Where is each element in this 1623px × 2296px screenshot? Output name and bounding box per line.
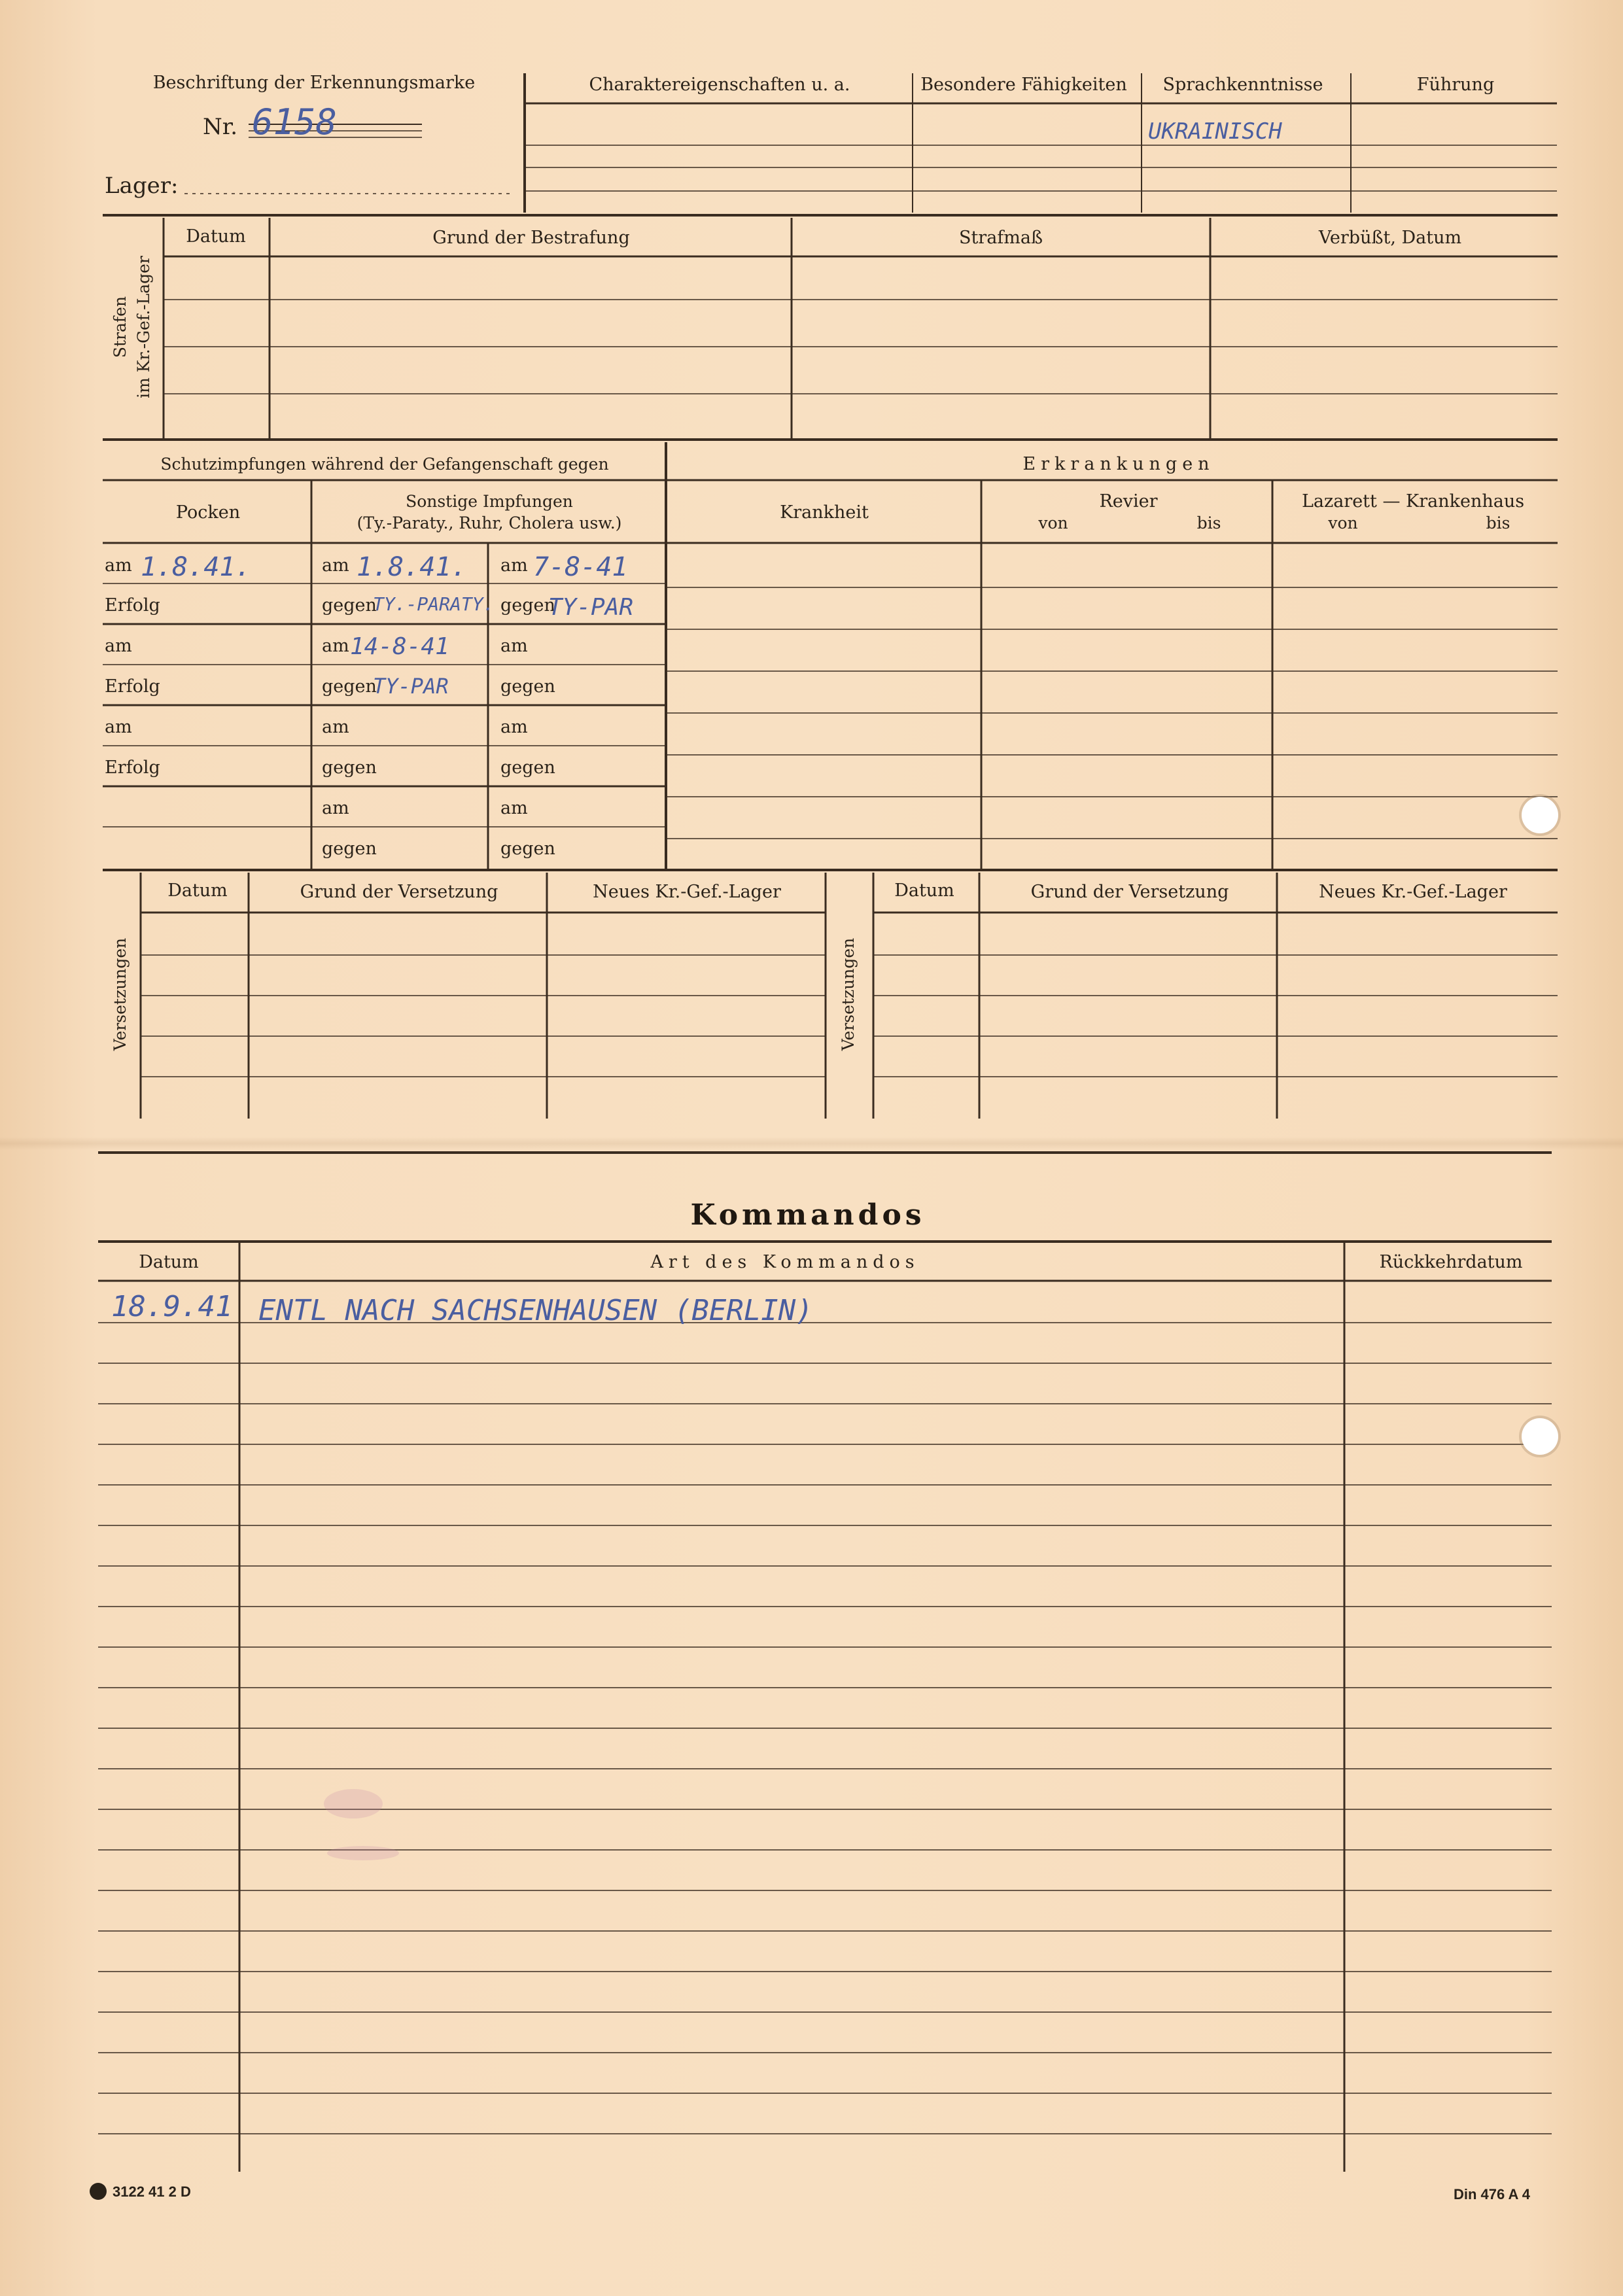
lazarett-header: Lazarett — Krankenhaus bbox=[1301, 491, 1525, 512]
versetzungen-side-label: Versetzungen bbox=[839, 937, 858, 1051]
footer-print-code: 3122 41 2 D bbox=[113, 2183, 191, 2200]
sonstige-am-value: 7-8-41 bbox=[533, 552, 628, 582]
pocken-am-value: 1.8.41. bbox=[141, 552, 251, 582]
lazarett-bis: bis bbox=[1486, 513, 1510, 532]
pocken-am-label: am bbox=[105, 555, 132, 576]
sprachen-header: Sprachkenntnisse bbox=[1162, 75, 1323, 95]
pocken-erfolg-label: Erfolg bbox=[105, 595, 160, 616]
kommandos-art-header: Art des Kommandos bbox=[650, 1252, 920, 1272]
printer-mark-icon bbox=[90, 2183, 107, 2200]
sonstige-gegen-value: TY-PAR bbox=[373, 674, 449, 699]
faehigkeiten-header: Besondere Fähigkeiten bbox=[920, 75, 1127, 95]
impfungen-header: Schutzimpfungen während der Gefangenschaft gegen bbox=[160, 455, 609, 474]
sonstige-header: Sonstige Impfungen bbox=[406, 492, 573, 511]
rueckkehr-header: Rückkehrdatum bbox=[1379, 1252, 1523, 1272]
tag-title: Beschriftung der Erkennungsmarke bbox=[152, 73, 476, 93]
kommandos-title: Kommandos bbox=[690, 1198, 926, 1232]
erkrankungen-header: Erkrankungen bbox=[1022, 454, 1215, 474]
versetzungen-side-label: Versetzungen bbox=[111, 937, 130, 1051]
punch-hole-icon bbox=[1522, 1418, 1558, 1455]
tag-nr-label: Nr. bbox=[203, 114, 238, 140]
footer-din: Din 476 A 4 bbox=[1454, 2186, 1530, 2202]
sonstige-gegen-label: gegen bbox=[322, 676, 377, 697]
verbuesst-header: Verbüßt, Datum bbox=[1318, 228, 1462, 248]
charakter-header: Charaktereigenschaften u. a. bbox=[589, 75, 850, 95]
sonstige-am-label: am bbox=[322, 555, 349, 576]
sonstige-gegen-label: gegen bbox=[500, 757, 555, 778]
sonstige-gegen-label: gegen bbox=[322, 757, 377, 778]
lager-label: Lager: bbox=[105, 173, 179, 199]
sonstige-gegen-label: gegen bbox=[322, 839, 377, 859]
sonstige-am-label: am bbox=[500, 555, 528, 576]
strafen-side-label: Strafen bbox=[111, 296, 130, 358]
sonstige-subheader: (Ty.-Paraty., Ruhr, Cholera usw.) bbox=[357, 513, 622, 532]
versetzung-datum-header: Datum bbox=[167, 880, 228, 901]
pocken-header: Pocken bbox=[175, 502, 241, 523]
faint-stamp bbox=[327, 1846, 399, 1860]
sprachen-value: UKRAINISCH bbox=[1148, 118, 1282, 145]
versetzung-datum-header: Datum bbox=[894, 880, 954, 901]
strafmass-header: Strafmaß bbox=[958, 228, 1043, 248]
pocken-erfolg-label: Erfolg bbox=[105, 676, 160, 697]
revier-header: Revier bbox=[1099, 491, 1158, 512]
sonstige-gegen-value: TY.-PARATY. bbox=[373, 593, 495, 615]
kommandos-datum-header: Datum bbox=[139, 1252, 199, 1272]
sonstige-gegen-value: TY-PAR bbox=[548, 594, 634, 621]
versetzung-grund-header: Grund der Versetzung bbox=[1030, 882, 1229, 902]
pocken-am-label: am bbox=[105, 636, 132, 656]
sonstige-am-label: am bbox=[322, 636, 349, 656]
kommando-art-value: ENTL NACH SACHSENHAUSEN (BERLIN) bbox=[258, 1294, 813, 1327]
kommando-datum-value: 18.9.41 bbox=[111, 1290, 233, 1323]
form-rules bbox=[98, 73, 1558, 2172]
sonstige-am-label: am bbox=[500, 636, 528, 656]
sonstige-am-label: am bbox=[322, 798, 349, 818]
faint-stamp bbox=[324, 1789, 383, 1818]
strafen-datum-header: Datum bbox=[186, 226, 246, 247]
punch-hole-icon bbox=[1522, 797, 1558, 833]
sonstige-am-label: am bbox=[322, 717, 349, 737]
pocken-erfolg-label: Erfolg bbox=[105, 757, 160, 778]
sonstige-am-label: am bbox=[500, 717, 528, 737]
versetzung-neues-header: Neues Kr.-Gef.-Lager bbox=[1319, 882, 1507, 902]
sonstige-am-value: 1.8.41. bbox=[357, 552, 467, 582]
lazarett-von: von bbox=[1328, 513, 1358, 532]
sonstige-gegen-label: gegen bbox=[322, 595, 377, 616]
revier-bis: bis bbox=[1196, 513, 1221, 532]
krankheit-header: Krankheit bbox=[780, 502, 869, 523]
fuehrung-header: Führung bbox=[1416, 75, 1495, 95]
sonstige-gegen-label: gegen bbox=[500, 595, 555, 616]
versetzung-grund-header: Grund der Versetzung bbox=[300, 882, 498, 902]
sonstige-gegen-label: gegen bbox=[500, 676, 555, 697]
strafen-side-label-2: im Kr.-Gef.-Lager bbox=[134, 256, 153, 398]
tag-nr-value: 6158 bbox=[252, 101, 338, 143]
sonstige-gegen-label: gegen bbox=[500, 839, 555, 859]
sonstige-am-value: 14-8-41 bbox=[350, 633, 449, 660]
revier-von: von bbox=[1038, 513, 1068, 532]
strafen-grund-header: Grund der Bestrafung bbox=[432, 228, 630, 248]
pocken-am-label: am bbox=[105, 717, 132, 737]
sonstige-am-label: am bbox=[500, 798, 528, 818]
versetzung-neues-header: Neues Kr.-Gef.-Lager bbox=[593, 882, 781, 902]
